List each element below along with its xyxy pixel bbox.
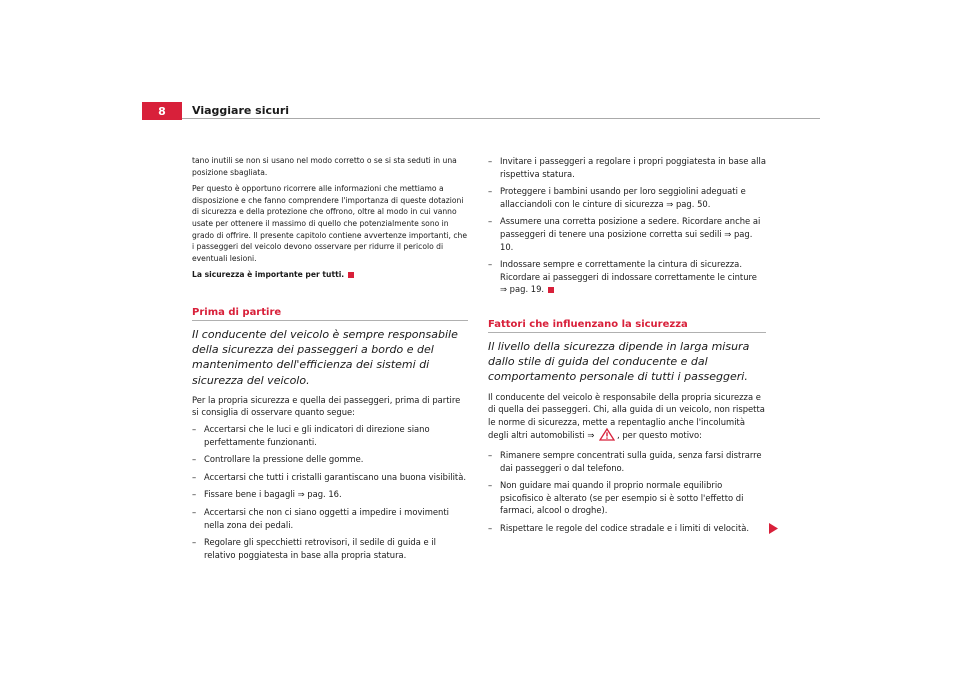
list-item: – Rispettare le regole del codice stradale e i limiti di velocità. xyxy=(488,522,766,535)
running-title: Viaggiare sicuri xyxy=(192,104,290,117)
header-divider xyxy=(182,118,820,119)
list-item: – Assumere una corretta posizione a sedere. Ricordare anche ai passeggeri di tenere una posizione corretta sui sedili ⇒ pag. 10. xyxy=(488,215,766,253)
intro-conclusion-text: La sicurezza è importante per tutti. xyxy=(192,270,345,280)
body-text-before-icon: Il conducente del veicolo è responsabile della propria sicurezza e di quella dei passeggeri. Chi, alla guida di un veicolo, non rispetta le norme di sicurezza, mette a repentaglio anche l'incolumità degli altri automobilisti ⇒ xyxy=(488,391,765,441)
section-lead-prima-di-partire: Il conducente del veicolo è sempre responsabile della sicurezza dei passeggeri a bordo e del mantenimento dell'efficienza dei sistemi di sicurezza del veicolo. xyxy=(192,327,458,387)
list-item: – Regolare gli specchietti retrovisori, il sedile di guida e il relativo poggiatesta in base alla propria statura. xyxy=(192,536,468,561)
list-item: – Rimanere sempre concentrati sulla guida, senza farsi distrarre dai passeggeri o dal telefono. xyxy=(488,449,766,474)
page-number: 8 xyxy=(142,102,182,120)
section-title-prima-di-partire: Prima di partire xyxy=(192,307,468,321)
list-item: – Controllare la pressione delle gomme. xyxy=(192,453,468,466)
list-item: – Non guidare mai quando il proprio normale equilibrio psicofisico è alterato (se per esempio si è sotto l'effetto di farmaci, alcool o droghe). xyxy=(488,479,766,517)
list-item: – Proteggere i bambini usando per loro seggiolini adeguati e allacciandoli con le cinture di sicurezza ⇒ pag. 50. xyxy=(488,185,766,210)
body-text-after-icon: , per questo motivo: xyxy=(617,430,702,441)
continue-next-page-icon xyxy=(769,519,778,538)
left-column xyxy=(192,155,468,566)
section-body-fattori-sicurezza xyxy=(488,391,766,445)
section-end-icon xyxy=(548,287,554,293)
section-lead-fattori-sicurezza: Il livello della sicurezza dipende in larga misura dallo stile di guida del conducente e dal comportamento personale di tutti i passeggeri. xyxy=(488,339,750,384)
right-column xyxy=(488,155,766,539)
warning-triangle-icon xyxy=(599,428,615,445)
list-item: – Fissare bene i bagagli ⇒ pag. 16. xyxy=(192,488,468,501)
section-end-icon xyxy=(348,272,354,278)
list-item: – Accertarsi che le luci e gli indicatori di direzione siano perfettamente funzionanti. xyxy=(192,423,468,448)
section-title-fattori-sicurezza: Fattori che influenzano la sicurezza xyxy=(488,319,766,333)
intro-paragraph-3 xyxy=(192,269,468,281)
list-item-text: Indossare sempre e correttamente la cintura di sicurezza. Ricordare ai passeggeri di indossare correttamente le cinture ⇒ pag. 19. xyxy=(500,259,757,295)
list-item: – Accertarsi che tutti i cristalli garantiscano una buona visibilità. xyxy=(192,471,468,484)
list-item: – Invitare i passeggeri a regolare i propri poggiatesta in base alla rispettiva statura. xyxy=(488,155,766,180)
checklist-right xyxy=(488,155,766,296)
checklist-fattori xyxy=(488,449,766,535)
list-item xyxy=(488,258,766,296)
list-item: – Accertarsi che non ci siano oggetti a impedire i movimenti nella zona dei pedali. xyxy=(192,506,468,531)
intro-paragraph-1: tano inutili se non si usano nel modo corretto o se si sta seduti in una posizione sbagliata. xyxy=(192,156,457,177)
checklist-left xyxy=(192,423,468,561)
section-body-prima-di-partire: Per la propria sicurezza e quella dei passeggeri, prima di partire si consiglia di osservare quanto segue: xyxy=(192,394,461,418)
intro-paragraph-2: Per questo è opportuno ricorrere alle informazioni che mettiamo a disposizione e che fanno comprendere l'importanza di queste dotazioni di sicurezza e della protezione che offrono, oltre al modo in cui vanno usate per ottenere il massimo di quello che potenzialmente sono in grado di offrire. Il presente capitolo contiene avvertenze importanti, che i passeggeri del veicolo devono osservare per ridurre il pericolo di eventuali lesioni. xyxy=(192,184,468,263)
